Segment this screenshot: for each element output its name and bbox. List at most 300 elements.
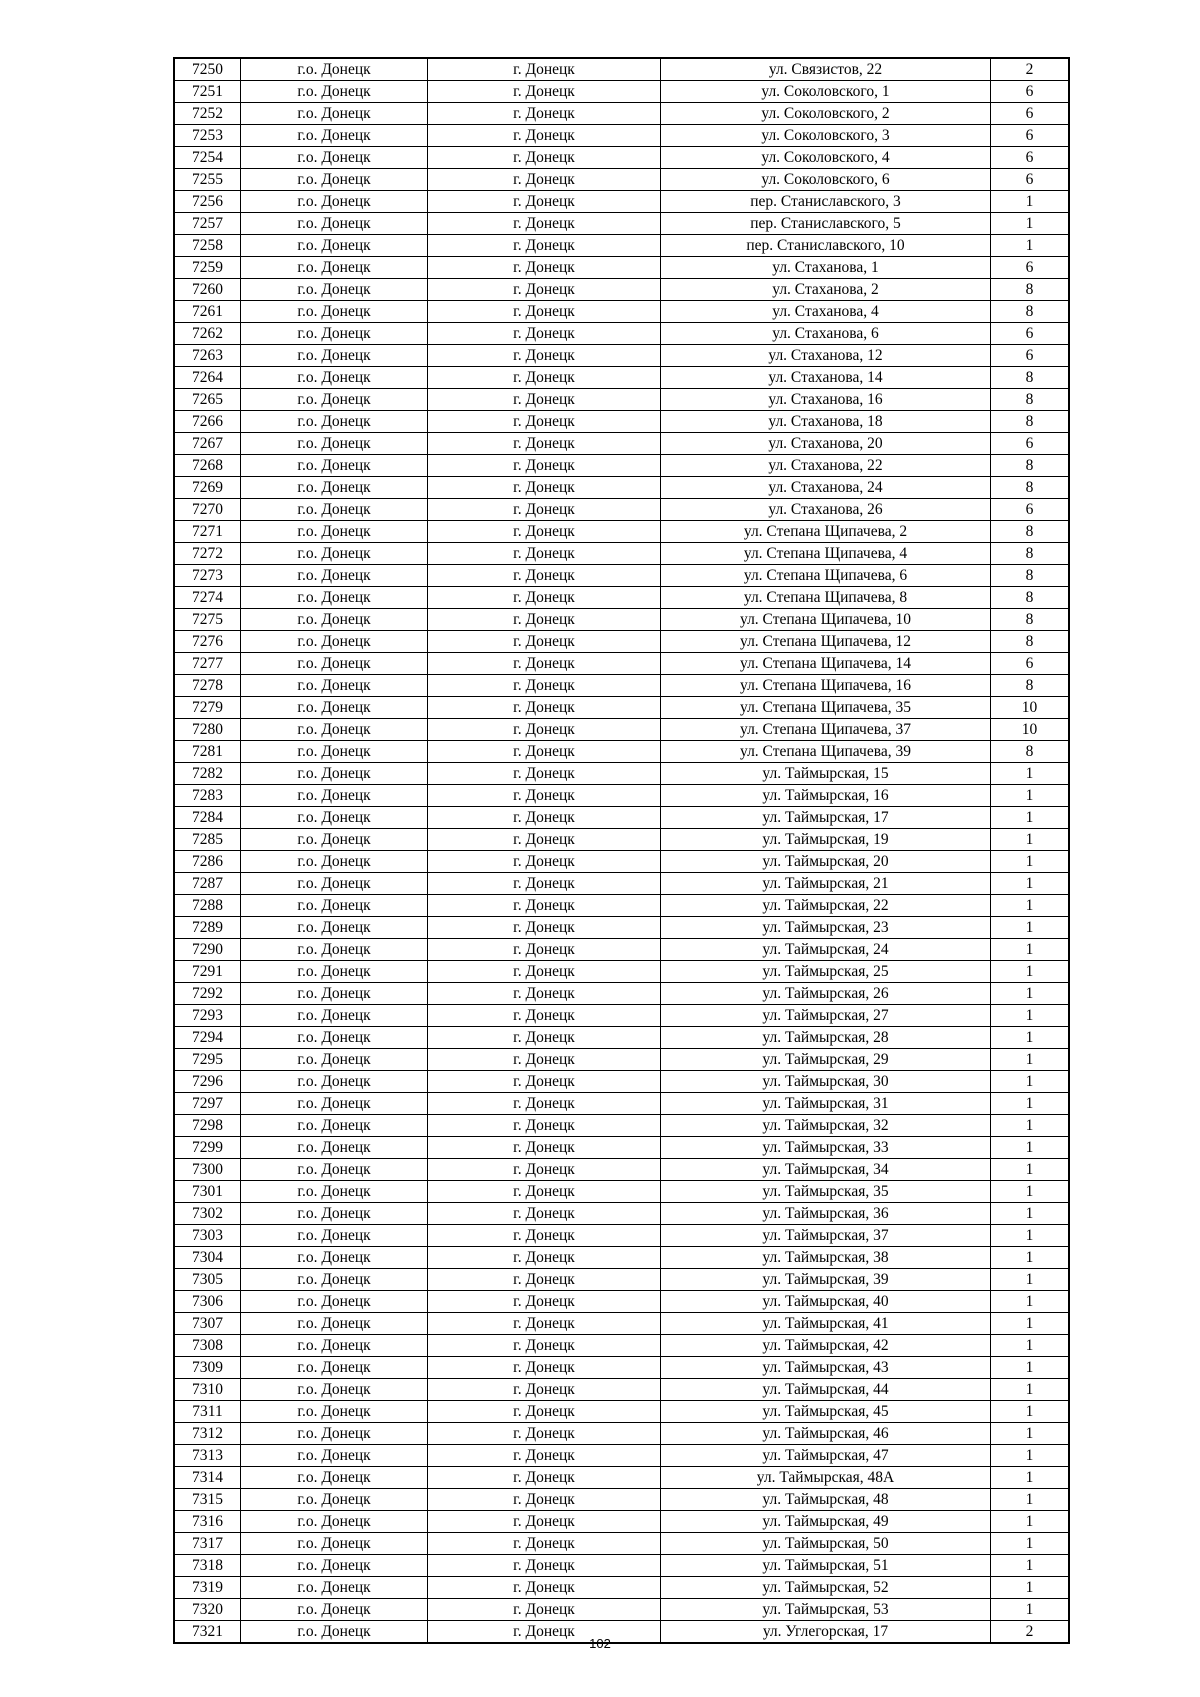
district-cell: г.о. Донецк (241, 1181, 428, 1203)
row-number-cell: 7274 (174, 587, 241, 609)
count-cell: 1 (991, 1577, 1070, 1599)
count-cell: 8 (991, 741, 1070, 763)
city-cell: г. Донецк (428, 499, 661, 521)
address-cell: ул. Степана Щипачева, 4 (661, 543, 991, 565)
address-cell: ул. Степана Щипачева, 14 (661, 653, 991, 675)
row-number-cell: 7261 (174, 301, 241, 323)
table-row (174, 125, 1069, 147)
city-cell: г. Донецк (428, 1225, 661, 1247)
table-row (174, 741, 1069, 763)
count-cell: 1 (991, 1489, 1070, 1511)
city-cell: г. Донецк (428, 257, 661, 279)
address-cell: ул. Таймырская, 46 (661, 1423, 991, 1445)
district-cell: г.о. Донецк (241, 301, 428, 323)
address-cell: ул. Таймырская, 25 (661, 961, 991, 983)
address-cell: ул. Стаханова, 1 (661, 257, 991, 279)
district-cell: г.о. Донецк (241, 1247, 428, 1269)
district-cell: г.о. Донецк (241, 1467, 428, 1489)
table-row (174, 543, 1069, 565)
row-number-cell: 7298 (174, 1115, 241, 1137)
district-cell: г.о. Донецк (241, 697, 428, 719)
district-cell: г.о. Донецк (241, 1621, 428, 1644)
city-cell: г. Донецк (428, 631, 661, 653)
row-number-cell: 7251 (174, 81, 241, 103)
count-cell: 1 (991, 895, 1070, 917)
address-cell: ул. Таймырская, 17 (661, 807, 991, 829)
address-cell: ул. Таймырская, 53 (661, 1599, 991, 1621)
district-cell: г.о. Донецк (241, 1533, 428, 1555)
count-cell: 1 (991, 1247, 1070, 1269)
city-cell: г. Донецк (428, 125, 661, 147)
district-cell: г.о. Донецк (241, 521, 428, 543)
count-cell: 10 (991, 719, 1070, 741)
district-cell: г.о. Донецк (241, 653, 428, 675)
district-cell: г.о. Донецк (241, 1137, 428, 1159)
district-cell: г.о. Донецк (241, 235, 428, 257)
count-cell: 1 (991, 763, 1070, 785)
address-cell: ул. Таймырская, 19 (661, 829, 991, 851)
row-number-cell: 7263 (174, 345, 241, 367)
count-cell: 8 (991, 301, 1070, 323)
row-number-cell: 7309 (174, 1357, 241, 1379)
city-cell: г. Донецк (428, 213, 661, 235)
table-row (174, 257, 1069, 279)
address-cell: ул. Степана Щипачева, 2 (661, 521, 991, 543)
table-row (174, 697, 1069, 719)
row-number-cell: 7305 (174, 1269, 241, 1291)
address-cell: ул. Таймырская, 51 (661, 1555, 991, 1577)
count-cell: 6 (991, 323, 1070, 345)
address-cell: ул. Стаханова, 16 (661, 389, 991, 411)
address-cell: ул. Таймырская, 32 (661, 1115, 991, 1137)
district-cell: г.о. Донецк (241, 1313, 428, 1335)
table-row (174, 851, 1069, 873)
row-number-cell: 7273 (174, 565, 241, 587)
table-row (174, 939, 1069, 961)
city-cell: г. Донецк (428, 1533, 661, 1555)
address-cell: ул. Таймырская, 45 (661, 1401, 991, 1423)
row-number-cell: 7306 (174, 1291, 241, 1313)
table-row (174, 213, 1069, 235)
count-cell: 1 (991, 1511, 1070, 1533)
table-row (174, 191, 1069, 213)
city-cell: г. Донецк (428, 763, 661, 785)
count-cell: 6 (991, 103, 1070, 125)
district-cell: г.о. Донецк (241, 917, 428, 939)
row-number-cell: 7276 (174, 631, 241, 653)
address-cell: ул. Таймырская, 38 (661, 1247, 991, 1269)
row-number-cell: 7314 (174, 1467, 241, 1489)
count-cell: 1 (991, 1005, 1070, 1027)
address-cell: ул. Таймырская, 49 (661, 1511, 991, 1533)
table-row (174, 1269, 1069, 1291)
district-cell: г.о. Донецк (241, 1049, 428, 1071)
district-cell: г.о. Донецк (241, 323, 428, 345)
count-cell: 1 (991, 1093, 1070, 1115)
district-cell: г.о. Донецк (241, 81, 428, 103)
address-cell: ул. Соколовского, 6 (661, 169, 991, 191)
district-cell: г.о. Донецк (241, 345, 428, 367)
count-cell: 1 (991, 1203, 1070, 1225)
city-cell: г. Донецк (428, 477, 661, 499)
address-cell: ул. Степана Щипачева, 16 (661, 675, 991, 697)
district-cell: г.о. Донецк (241, 961, 428, 983)
row-number-cell: 7285 (174, 829, 241, 851)
address-cell: ул. Таймырская, 15 (661, 763, 991, 785)
city-cell: г. Донецк (428, 807, 661, 829)
district-cell: г.о. Донецк (241, 367, 428, 389)
address-cell: ул. Степана Щипачева, 37 (661, 719, 991, 741)
row-number-cell: 7265 (174, 389, 241, 411)
table-row (174, 169, 1069, 191)
count-cell: 1 (991, 983, 1070, 1005)
city-cell: г. Донецк (428, 741, 661, 763)
city-cell: г. Донецк (428, 1093, 661, 1115)
count-cell: 1 (991, 1533, 1070, 1555)
table-row (174, 1511, 1069, 1533)
row-number-cell: 7304 (174, 1247, 241, 1269)
table-row (174, 1401, 1069, 1423)
count-cell: 8 (991, 587, 1070, 609)
city-cell: г. Донецк (428, 1599, 661, 1621)
row-number-cell: 7315 (174, 1489, 241, 1511)
district-cell: г.о. Донецк (241, 103, 428, 125)
count-cell: 1 (991, 873, 1070, 895)
row-number-cell: 7302 (174, 1203, 241, 1225)
district-cell: г.о. Донецк (241, 1269, 428, 1291)
address-cell: пер. Станиславского, 10 (661, 235, 991, 257)
count-cell: 1 (991, 1225, 1070, 1247)
city-cell: г. Донецк (428, 1269, 661, 1291)
city-cell: г. Донецк (428, 565, 661, 587)
city-cell: г. Донецк (428, 58, 661, 81)
district-cell: г.о. Донецк (241, 829, 428, 851)
city-cell: г. Донецк (428, 1291, 661, 1313)
table-row (174, 1445, 1069, 1467)
row-number-cell: 7284 (174, 807, 241, 829)
count-cell: 1 (991, 1401, 1070, 1423)
city-cell: г. Донецк (428, 279, 661, 301)
address-cell: ул. Таймырская, 23 (661, 917, 991, 939)
count-cell: 1 (991, 1379, 1070, 1401)
row-number-cell: 7267 (174, 433, 241, 455)
address-cell: ул. Степана Щипачева, 39 (661, 741, 991, 763)
count-cell: 2 (991, 1621, 1070, 1644)
city-cell: г. Донецк (428, 1577, 661, 1599)
address-cell: ул. Таймырская, 27 (661, 1005, 991, 1027)
table-row (174, 895, 1069, 917)
table-row (174, 829, 1069, 851)
district-cell: г.о. Донецк (241, 1203, 428, 1225)
row-number-cell: 7299 (174, 1137, 241, 1159)
district-cell: г.о. Донецк (241, 455, 428, 477)
count-cell: 1 (991, 917, 1070, 939)
district-cell: г.о. Донецк (241, 565, 428, 587)
district-cell: г.о. Донецк (241, 1577, 428, 1599)
address-cell: ул. Таймырская, 48 (661, 1489, 991, 1511)
row-number-cell: 7290 (174, 939, 241, 961)
count-cell: 8 (991, 279, 1070, 301)
row-number-cell: 7317 (174, 1533, 241, 1555)
count-cell: 6 (991, 499, 1070, 521)
district-cell: г.о. Донецк (241, 983, 428, 1005)
count-cell: 1 (991, 1159, 1070, 1181)
row-number-cell: 7258 (174, 235, 241, 257)
row-number-cell: 7301 (174, 1181, 241, 1203)
row-number-cell: 7291 (174, 961, 241, 983)
city-cell: г. Донецк (428, 345, 661, 367)
address-cell: ул. Углегорская, 17 (661, 1621, 991, 1644)
city-cell: г. Донецк (428, 785, 661, 807)
count-cell: 1 (991, 961, 1070, 983)
table-row (174, 1577, 1069, 1599)
row-number-cell: 7300 (174, 1159, 241, 1181)
row-number-cell: 7271 (174, 521, 241, 543)
table-row (174, 81, 1069, 103)
city-cell: г. Донецк (428, 301, 661, 323)
table-row (174, 1423, 1069, 1445)
city-cell: г. Донецк (428, 1467, 661, 1489)
table-row (174, 1357, 1069, 1379)
address-cell: ул. Связистов, 22 (661, 58, 991, 81)
row-number-cell: 7254 (174, 147, 241, 169)
count-cell: 1 (991, 213, 1070, 235)
table-row (174, 1599, 1069, 1621)
count-cell: 1 (991, 1357, 1070, 1379)
district-cell: г.о. Донецк (241, 1225, 428, 1247)
count-cell: 6 (991, 147, 1070, 169)
address-cell: ул. Стаханова, 20 (661, 433, 991, 455)
count-cell: 6 (991, 257, 1070, 279)
table-row (174, 1115, 1069, 1137)
city-cell: г. Донецк (428, 81, 661, 103)
count-cell: 1 (991, 1181, 1070, 1203)
row-number-cell: 7269 (174, 477, 241, 499)
table-row (174, 587, 1069, 609)
city-cell: г. Донецк (428, 1335, 661, 1357)
row-number-cell: 7279 (174, 697, 241, 719)
city-cell: г. Донецк (428, 521, 661, 543)
row-number-cell: 7294 (174, 1027, 241, 1049)
city-cell: г. Донецк (428, 1005, 661, 1027)
row-number-cell: 7268 (174, 455, 241, 477)
district-cell: г.о. Донецк (241, 147, 428, 169)
row-number-cell: 7295 (174, 1049, 241, 1071)
city-cell: г. Донецк (428, 653, 661, 675)
row-number-cell: 7277 (174, 653, 241, 675)
row-number-cell: 7253 (174, 125, 241, 147)
city-cell: г. Донецк (428, 851, 661, 873)
table-row (174, 1093, 1069, 1115)
table-row (174, 235, 1069, 257)
count-cell: 1 (991, 1071, 1070, 1093)
table-row (174, 1181, 1069, 1203)
row-number-cell: 7275 (174, 609, 241, 631)
row-number-cell: 7296 (174, 1071, 241, 1093)
address-cell: ул. Таймырская, 48А (661, 1467, 991, 1489)
address-cell: ул. Таймырская, 34 (661, 1159, 991, 1181)
count-cell: 1 (991, 785, 1070, 807)
row-number-cell: 7262 (174, 323, 241, 345)
district-cell: г.о. Донецк (241, 1379, 428, 1401)
row-number-cell: 7303 (174, 1225, 241, 1247)
count-cell: 1 (991, 807, 1070, 829)
count-cell: 1 (991, 1467, 1070, 1489)
table-row (174, 1335, 1069, 1357)
table-row (174, 1247, 1069, 1269)
count-cell: 6 (991, 653, 1070, 675)
district-cell: г.о. Донецк (241, 389, 428, 411)
row-number-cell: 7278 (174, 675, 241, 697)
row-number-cell: 7270 (174, 499, 241, 521)
city-cell: г. Донецк (428, 389, 661, 411)
row-number-cell: 7283 (174, 785, 241, 807)
address-cell: ул. Стаханова, 22 (661, 455, 991, 477)
city-cell: г. Донецк (428, 103, 661, 125)
district-cell: г.о. Донецк (241, 125, 428, 147)
count-cell: 1 (991, 1291, 1070, 1313)
address-cell: ул. Степана Щипачева, 8 (661, 587, 991, 609)
address-cell: ул. Соколовского, 2 (661, 103, 991, 125)
address-cell: ул. Таймырская, 47 (661, 1445, 991, 1467)
row-number-cell: 7260 (174, 279, 241, 301)
row-number-cell: 7312 (174, 1423, 241, 1445)
city-cell: г. Донецк (428, 1489, 661, 1511)
city-cell: г. Донецк (428, 829, 661, 851)
city-cell: г. Донецк (428, 719, 661, 741)
city-cell: г. Донецк (428, 675, 661, 697)
row-number-cell: 7307 (174, 1313, 241, 1335)
row-number-cell: 7288 (174, 895, 241, 917)
address-cell: ул. Таймырская, 39 (661, 1269, 991, 1291)
table-row (174, 279, 1069, 301)
address-cell: ул. Стаханова, 26 (661, 499, 991, 521)
city-cell: г. Донецк (428, 1511, 661, 1533)
address-cell: ул. Таймырская, 33 (661, 1137, 991, 1159)
table-row (174, 675, 1069, 697)
table-row (174, 58, 1069, 81)
table-row (174, 345, 1069, 367)
city-cell: г. Донецк (428, 1049, 661, 1071)
city-cell: г. Донецк (428, 917, 661, 939)
table-row (174, 301, 1069, 323)
district-cell: г.о. Донецк (241, 785, 428, 807)
city-cell: г. Донецк (428, 1027, 661, 1049)
row-number-cell: 7289 (174, 917, 241, 939)
count-cell: 1 (991, 829, 1070, 851)
table-row (174, 917, 1069, 939)
city-cell: г. Донецк (428, 939, 661, 961)
city-cell: г. Донецк (428, 1357, 661, 1379)
address-cell: ул. Стаханова, 6 (661, 323, 991, 345)
table-row (174, 609, 1069, 631)
district-cell: г.о. Донецк (241, 543, 428, 565)
count-cell: 6 (991, 125, 1070, 147)
address-cell: ул. Стаханова, 24 (661, 477, 991, 499)
row-number-cell: 7266 (174, 411, 241, 433)
count-cell: 6 (991, 81, 1070, 103)
count-cell: 2 (991, 58, 1070, 81)
row-number-cell: 7297 (174, 1093, 241, 1115)
address-cell: ул. Таймырская, 43 (661, 1357, 991, 1379)
city-cell: г. Донецк (428, 1445, 661, 1467)
address-cell: ул. Таймырская, 20 (661, 851, 991, 873)
city-cell: г. Донецк (428, 697, 661, 719)
address-cell: ул. Таймырская, 44 (661, 1379, 991, 1401)
table-row (174, 389, 1069, 411)
row-number-cell: 7321 (174, 1621, 241, 1644)
district-cell: г.о. Донецк (241, 587, 428, 609)
table-row (174, 103, 1069, 125)
count-cell: 6 (991, 345, 1070, 367)
table-row (174, 1071, 1069, 1093)
row-number-cell: 7259 (174, 257, 241, 279)
district-cell: г.о. Донецк (241, 1027, 428, 1049)
district-cell: г.о. Донецк (241, 58, 428, 81)
table-row (174, 1203, 1069, 1225)
table-row (174, 1555, 1069, 1577)
district-cell: г.о. Донецк (241, 1115, 428, 1137)
district-cell: г.о. Донецк (241, 1423, 428, 1445)
district-cell: г.о. Донецк (241, 213, 428, 235)
district-cell: г.о. Донецк (241, 631, 428, 653)
address-cell: ул. Таймырская, 40 (661, 1291, 991, 1313)
district-cell: г.о. Донецк (241, 895, 428, 917)
row-number-cell: 7310 (174, 1379, 241, 1401)
row-number-cell: 7292 (174, 983, 241, 1005)
city-cell: г. Донецк (428, 1423, 661, 1445)
district-cell: г.о. Донецк (241, 1159, 428, 1181)
row-number-cell: 7286 (174, 851, 241, 873)
address-cell: ул. Таймырская, 31 (661, 1093, 991, 1115)
city-cell: г. Донецк (428, 191, 661, 213)
address-cell: ул. Таймырская, 50 (661, 1533, 991, 1555)
address-cell: пер. Станиславского, 3 (661, 191, 991, 213)
address-cell: ул. Таймырская, 42 (661, 1335, 991, 1357)
city-cell: г. Донецк (428, 433, 661, 455)
district-cell: г.о. Донецк (241, 1005, 428, 1027)
city-cell: г. Донецк (428, 411, 661, 433)
district-cell: г.о. Донецк (241, 411, 428, 433)
row-number-cell: 7311 (174, 1401, 241, 1423)
count-cell: 1 (991, 1445, 1070, 1467)
city-cell: г. Донецк (428, 169, 661, 191)
address-cell: ул. Соколовского, 3 (661, 125, 991, 147)
address-cell: ул. Таймырская, 26 (661, 983, 991, 1005)
district-cell: г.о. Донецк (241, 279, 428, 301)
city-cell: г. Донецк (428, 983, 661, 1005)
city-cell: г. Донецк (428, 1071, 661, 1093)
district-cell: г.о. Донецк (241, 1071, 428, 1093)
count-cell: 1 (991, 1423, 1070, 1445)
district-cell: г.о. Донецк (241, 851, 428, 873)
table-row (174, 961, 1069, 983)
table-row (174, 1027, 1069, 1049)
table-row (174, 1489, 1069, 1511)
row-number-cell: 7280 (174, 719, 241, 741)
count-cell: 1 (991, 851, 1070, 873)
address-cell: ул. Стаханова, 18 (661, 411, 991, 433)
city-cell: г. Донецк (428, 455, 661, 477)
row-number-cell: 7250 (174, 58, 241, 81)
count-cell: 8 (991, 389, 1070, 411)
count-cell: 8 (991, 367, 1070, 389)
address-cell: ул. Таймырская, 52 (661, 1577, 991, 1599)
address-cell: ул. Степана Щипачева, 35 (661, 697, 991, 719)
table-row (174, 1005, 1069, 1027)
address-cell: ул. Таймырская, 22 (661, 895, 991, 917)
row-number-cell: 7316 (174, 1511, 241, 1533)
